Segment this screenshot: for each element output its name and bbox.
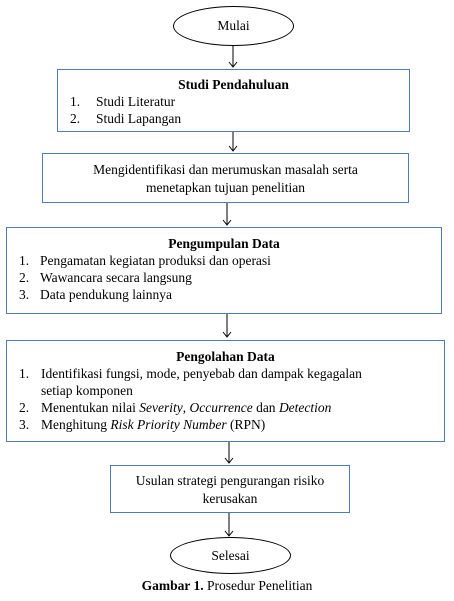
start-terminal <box>173 6 294 46</box>
pengolahan-data-box <box>6 340 445 442</box>
pengolahan-data-title: Pengolahan Data <box>176 349 275 364</box>
end-terminal <box>170 537 291 574</box>
studi-pendahuluan-title: Studi Pendahuluan <box>178 77 289 92</box>
list-number: 2. <box>70 111 81 126</box>
list-text: Identifikasi fungsi, mode, penyebab dan dampak kegagalan <box>41 366 362 381</box>
list-text: Studi Literatur <box>96 94 176 109</box>
list-item <box>19 399 444 416</box>
identifikasi-line2: menetapkan tujuan penelitian <box>146 180 305 195</box>
list-item <box>19 286 441 303</box>
figure-caption <box>0 578 454 594</box>
identifikasi-line1: Mengidentifikasi dan merumuskan masalah serta <box>93 162 358 177</box>
pengumpulan-data-title: Pengumpulan Data <box>168 236 280 251</box>
usulan-line2: kerusakan <box>202 491 258 506</box>
identifikasi-box <box>42 153 409 203</box>
list-number: 3. <box>19 417 30 432</box>
caption-text: Prosedur Penelitian <box>203 578 313 593</box>
list-number: 2. <box>19 270 30 285</box>
start-label: Mulai <box>217 18 250 33</box>
list-text: Menghitung Risk Priority Number (RPN) <box>41 417 266 432</box>
list-item <box>19 416 444 433</box>
usulan-box <box>110 465 350 513</box>
list-item <box>19 269 441 286</box>
end-label: Selesai <box>211 547 250 563</box>
list-item <box>70 93 409 110</box>
list-item <box>19 252 441 269</box>
list-number: 1. <box>70 94 81 109</box>
usulan-line1: Usulan strategi pengurangan risiko <box>135 473 325 488</box>
list-text: Wawancara secara langsung <box>40 270 192 285</box>
caption-label: Gambar 1. <box>141 578 204 593</box>
list-text: Studi Lapangan <box>96 111 182 126</box>
list-number: 2. <box>19 400 30 415</box>
list-number: 1. <box>19 366 30 381</box>
list-text: Data pendukung lainnya <box>40 287 172 302</box>
list-text: Pengamatan kegiatan produksi dan operasi <box>40 253 271 268</box>
list-number: 3. <box>19 287 30 302</box>
list-number: 1. <box>19 253 30 268</box>
list-item <box>19 365 444 399</box>
list-item <box>70 110 409 127</box>
pengumpulan-data-box <box>6 227 442 314</box>
list-text: Menentukan nilai Severity, Occurrence dan Detection <box>41 400 332 415</box>
list-text-continued: setiap komponen <box>41 383 133 398</box>
studi-pendahuluan-box <box>57 69 410 132</box>
